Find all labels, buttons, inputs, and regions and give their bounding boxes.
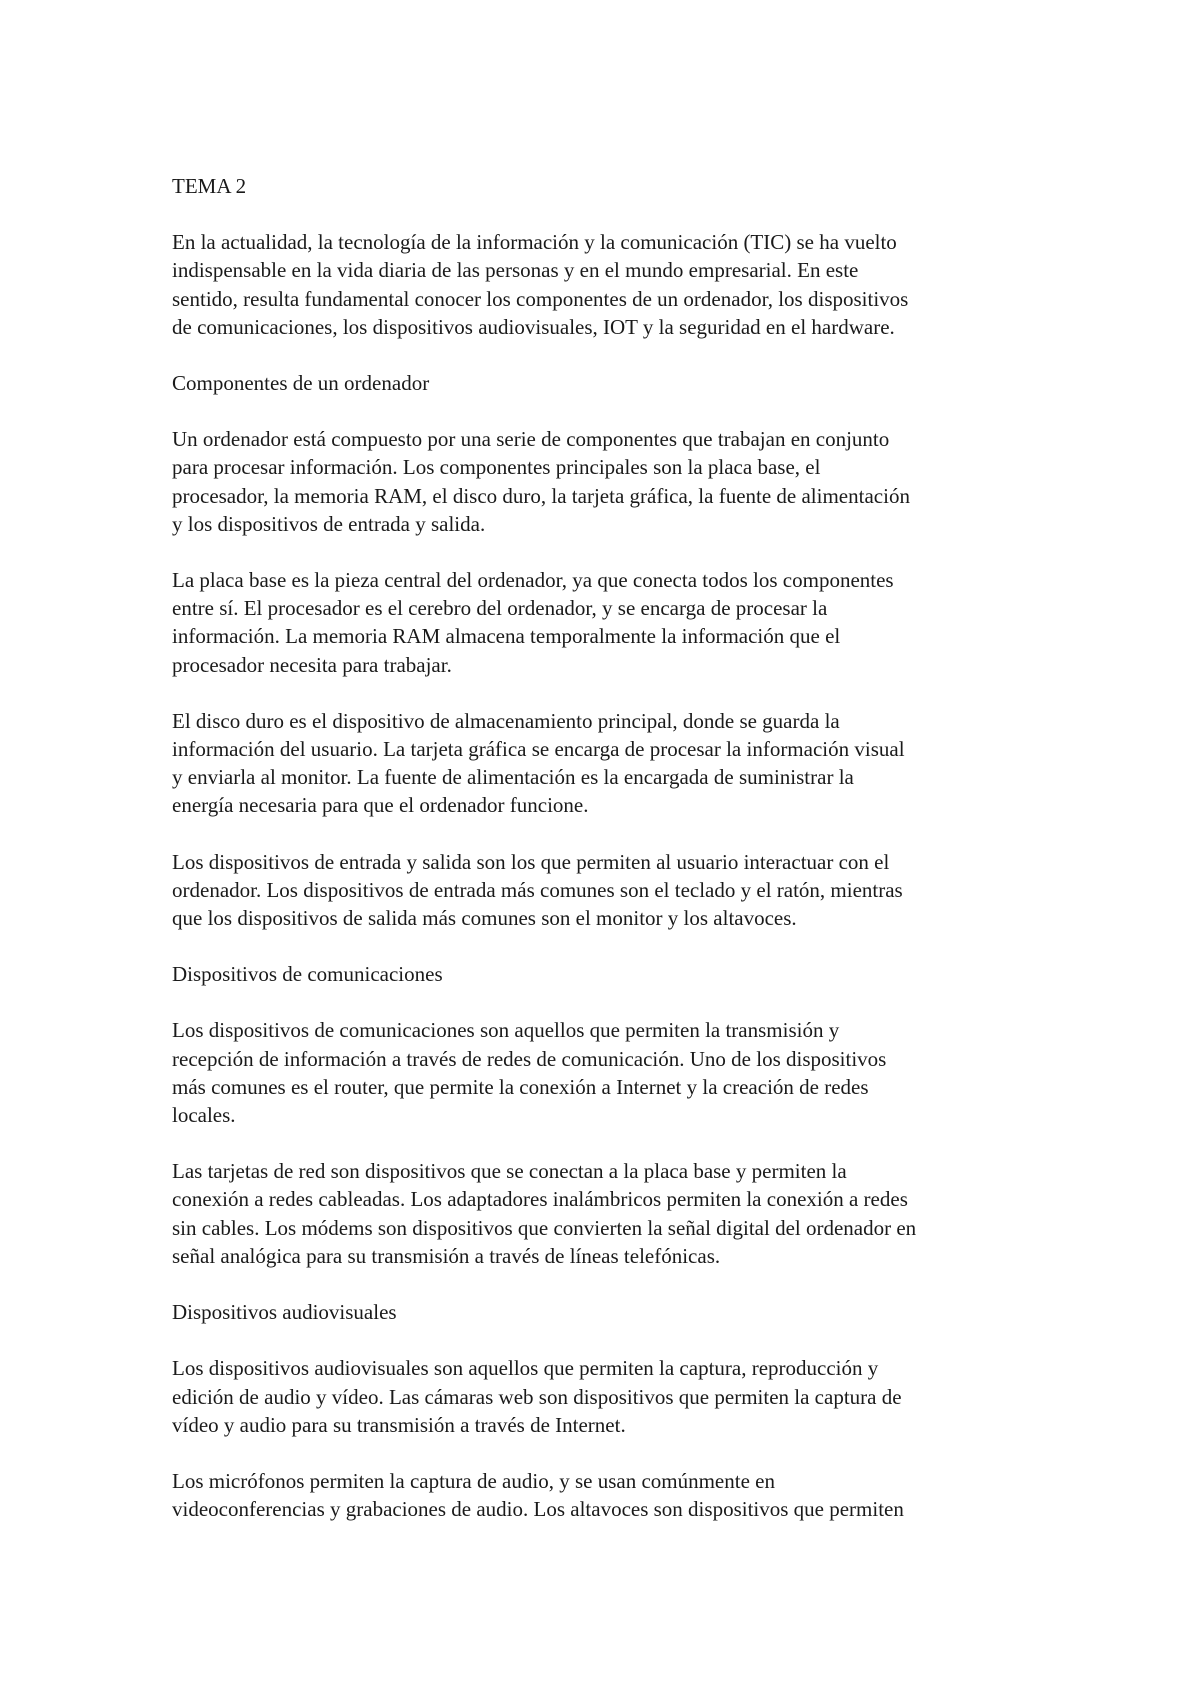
text-line: indispensable en la vida diaria de las personas y en el mundo empresarial. En este: [172, 258, 859, 283]
text-line: Un ordenador está compuesto por una serie de componentes que trabajan en conjunto: [172, 427, 890, 452]
text-line: edición de audio y vídeo. Las cámaras web son dispositivos que permiten la captura de: [172, 1384, 902, 1409]
text-line: entre sí. El procesador es el cerebro del ordenador, y se encarga de procesar la: [172, 596, 828, 621]
text-line: energía necesaria para que el ordenador funcione.: [172, 793, 589, 818]
text-line: que los dispositivos de salida más comunes son el monitor y los altavoces.: [172, 906, 797, 931]
paragraph: [172, 566, 1052, 679]
paragraph: [172, 1467, 1052, 1523]
text-line: más comunes es el router, que permite la conexión a Internet y la creación de redes: [172, 1074, 869, 1099]
text-line: para procesar información. Los componentes principales son la placa base, el: [172, 455, 821, 480]
text-line: y enviarla al monitor. La fuente de alimentación es la encargada de suministrar la: [172, 765, 854, 790]
text-line: procesador necesita para trabajar.: [172, 652, 452, 677]
text-line: sentido, resulta fundamental conocer los componentes de un ordenador, los dispositivos: [172, 286, 909, 311]
document-title: TEMA 2: [172, 174, 247, 198]
text-line: videoconferencias y grabaciones de audio. Los altavoces son dispositivos que permiten: [172, 1497, 904, 1522]
document-body: [172, 228, 1052, 1523]
text-line: Los dispositivos de entrada y salida son los que permiten al usuario interactuar con el: [172, 849, 890, 874]
section-heading: Componentes de un ordenador: [172, 371, 430, 396]
text-line: El disco duro es el dispositivo de almacenamiento principal, donde se guarda la: [172, 708, 840, 733]
text-line: Los micrófonos permiten la captura de audio, y se usan comúnmente en: [172, 1468, 775, 1493]
document-page: [172, 172, 1052, 1551]
text-line: recepción de información a través de redes de comunicación. Uno de los dispositivos: [172, 1046, 887, 1071]
text-line: locales.: [172, 1103, 236, 1128]
text-line: información. La memoria RAM almacena temporalmente la información que el: [172, 624, 841, 649]
text-line: información del usuario. La tarjeta gráfica se encarga de procesar la información visual: [172, 737, 905, 762]
text-line: procesador, la memoria RAM, el disco duro, la tarjeta gráfica, la fuente de alimentación: [172, 483, 910, 508]
paragraph: [172, 228, 1052, 341]
text-line: y los dispositivos de entrada y salida.: [172, 511, 486, 536]
text-line: de comunicaciones, los dispositivos audiovisuales, IOT y la seguridad en el hardware.: [172, 314, 895, 339]
text-line: Los dispositivos audiovisuales son aquellos que permiten la captura, reproducción y: [172, 1356, 879, 1381]
text-line: Los dispositivos de comunicaciones son aquellos que permiten la transmisión y: [172, 1018, 840, 1043]
section-heading: Dispositivos audiovisuales: [172, 1300, 397, 1325]
text-line: Las tarjetas de red son dispositivos que se conectan a la placa base y permiten la: [172, 1159, 847, 1184]
text-line: vídeo y audio para su transmisión a través de Internet.: [172, 1412, 626, 1437]
text-line: señal analógica para su transmisión a través de líneas telefónicas.: [172, 1243, 721, 1268]
paragraph: [172, 1016, 1052, 1129]
paragraph: [172, 1354, 1052, 1439]
text-line: ordenador. Los dispositivos de entrada más comunes son el teclado y el ratón, mientras: [172, 877, 903, 902]
text-line: conexión a redes cableadas. Los adaptadores inalámbricos permiten la conexión a redes: [172, 1187, 908, 1212]
paragraph: [172, 1157, 1052, 1270]
text-line: sin cables. Los módems son dispositivos que convierten la señal digital del ordenador en: [172, 1215, 917, 1240]
section-heading: Dispositivos de comunicaciones: [172, 962, 443, 987]
paragraph: [172, 707, 1052, 820]
text-line: En la actualidad, la tecnología de la información y la comunicación (TIC) se ha vuelto: [172, 230, 897, 255]
paragraph: [172, 848, 1052, 933]
paragraph: [172, 425, 1052, 538]
text-line: La placa base es la pieza central del ordenador, ya que conecta todos los componentes: [172, 568, 894, 593]
